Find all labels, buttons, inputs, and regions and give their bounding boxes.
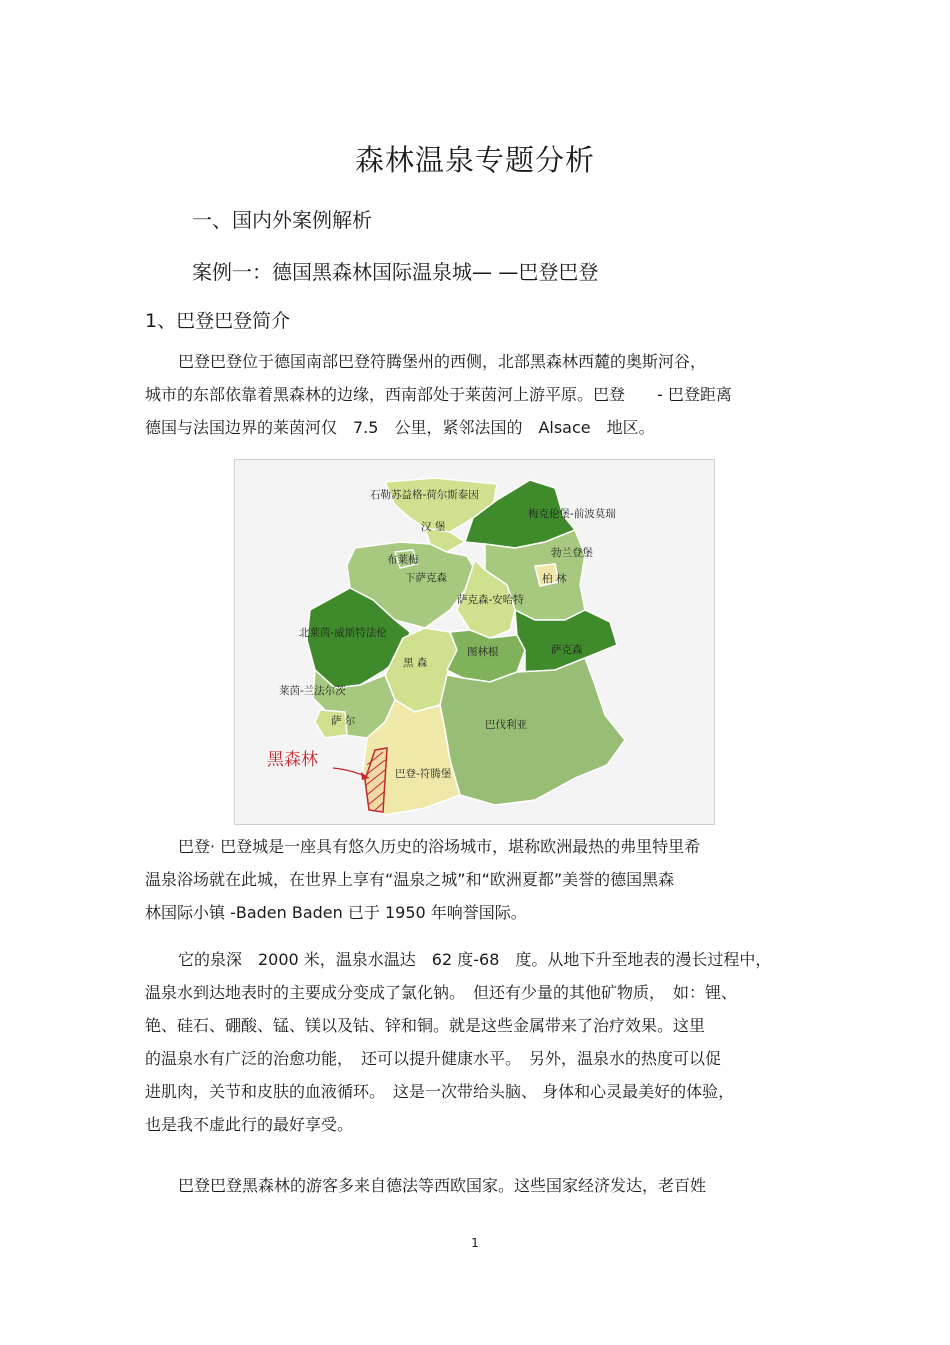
page-number: 1 [471, 1236, 479, 1250]
text-line: 德国与法国边界的莱茵河仅 7.5 公里，紧邻法国的 Alsace 地区。 [145, 418, 655, 437]
label-berlin: 柏 林 [542, 573, 567, 585]
document-title: 森林温泉专题分析 [354, 143, 595, 177]
label-mecklenburg: 梅克伦堡-前波莫瑞 [528, 508, 616, 520]
text-line: 城市的东部依靠着黑森林的边缘，西南部处于莱茵河上游平原。巴登 - 巴登距离 [145, 385, 732, 404]
label-nrw: 北莱茵-威斯特法伦 [299, 627, 387, 639]
text-line: 它的泉深 2000 米，温泉水温达 62 度-68 度。从地下升至地表的漫长过程中， [178, 950, 772, 969]
paragraph-spring-water [145, 943, 815, 1141]
text-line: 林国际小镇 -Baden Baden 已于 1950 年响誉国际。 [145, 903, 527, 922]
text-line: 进肌肉，关节和皮肤的血液循环。 这是一次带给头脑、 身体和心灵最美好的体验， [145, 1082, 735, 1101]
text-line: 也是我不虚此行的最好享受。 [145, 1115, 354, 1134]
label-saarland: 萨 尔 [331, 715, 356, 727]
label-rhineland-palatinate: 莱茵-兰法尔茨 [279, 685, 346, 697]
label-hamburg: 汉 堡 [421, 521, 446, 533]
paragraph-history [145, 830, 815, 929]
text-line: 巴登巴登位于德国南部巴登符腾堡州的西侧，北部黑森林西麓的奥斯河谷， [178, 352, 707, 371]
case-heading: 案例一：德国黑森林国际温泉城— —巴登巴登 [192, 260, 599, 284]
section-heading: 一、国内外案例解析 [192, 208, 372, 232]
text-line: 巴登巴登黑森林的游客多来自德法等西欧国家。这些国家经济发达，老百姓 [178, 1176, 707, 1195]
text-line: 铯、硅石、硼酸、锰、镁以及钴、锌和铜。就是这些金属带来了治疗效果。这里 [145, 1016, 706, 1035]
label-hesse: 黑 森 [403, 657, 428, 669]
label-lower-saxony: 下萨克森 [405, 572, 447, 584]
label-schleswig-holstein: 石勒苏益格-荷尔斯泰因 [370, 489, 479, 501]
germany-map-figure [234, 459, 715, 825]
text-line: 的温泉水有广泛的治愈功能， 还可以提升健康水平。 另外，温泉水的热度可以促 [145, 1049, 722, 1068]
subsection-heading: 1、巴登巴登简介 [145, 310, 291, 332]
text-line: 温泉浴场就在此城，在世界上享有“温泉之城”和“欧洲夏都”美誉的德国黑森 [145, 870, 675, 889]
label-black-forest: 黑森林 [267, 750, 318, 770]
text-line: 温泉水到达地表时的主要成分变成了氯化钠。 但还有少量的其他矿物质， 如：锂、 [145, 983, 738, 1002]
label-brandenburg: 勃兰登堡 [551, 547, 593, 559]
paragraph-intro [145, 345, 815, 444]
label-thuringia: 图林根 [467, 646, 499, 658]
text-line: 巴登· 巴登城是一座具有悠久历史的浴场城市，堪称欧洲最热的弗里特里希 [178, 837, 701, 856]
paragraph-visitors [145, 1169, 815, 1202]
germany-map [235, 460, 714, 824]
label-bavaria: 巴伐利亚 [485, 719, 527, 731]
label-saxony-anhalt: 萨克森-安哈特 [457, 594, 524, 606]
label-saxony: 萨克森 [551, 644, 583, 656]
label-baden-wuerttemberg: 巴登-符腾堡 [395, 768, 452, 780]
label-bremen: 布莱梅 [387, 554, 419, 566]
